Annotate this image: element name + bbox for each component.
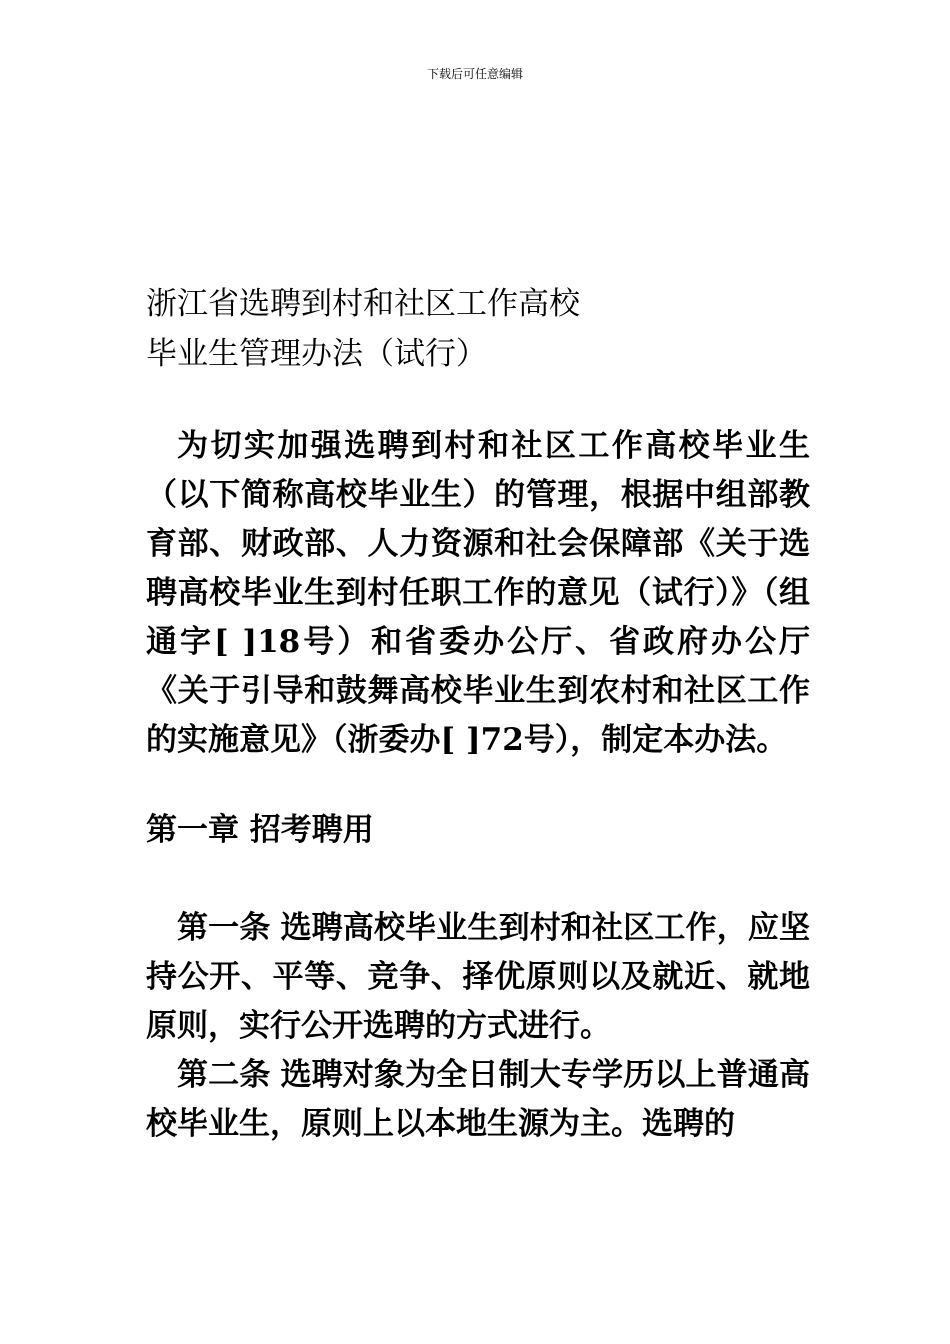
spacer bbox=[146, 765, 810, 806]
document-title-line-1: 浙江省选聘到村和社区工作高校 bbox=[146, 286, 580, 322]
article-1-label: 第一条 bbox=[177, 910, 271, 946]
intro-paragraph: 为切实加强选聘到村和社区工作高校毕业生（以下简称高校毕业生）的管理，根据中组部教育部、财政部、人力资源和社会保障部《关于选聘高校毕业生到村任职工作的意见（试行）》（组通字[ ]18号）和省委办公厅、省政府办公厅《关于引导和鼓舞高校毕业生到农村和社区工作的实施意见》（浙委办[ ]72号），制定本办法。 bbox=[146, 428, 810, 758]
spacer bbox=[146, 379, 810, 422]
article-1 bbox=[146, 904, 810, 1051]
article-2 bbox=[146, 1051, 810, 1149]
article-2-text: 选聘对象为全日制大专学历以上普通高校毕业生，原则上以本地生源为主。选聘的 bbox=[146, 1057, 811, 1142]
spacer bbox=[146, 855, 810, 904]
document-title-line-2: 毕业生管理办法（试行） bbox=[146, 336, 487, 372]
document-body bbox=[146, 279, 810, 1149]
chapter-heading: 第一章 招考聘用 bbox=[146, 812, 374, 848]
article-2-label: 第二条 bbox=[177, 1057, 271, 1093]
page-header: 下载后可任意编辑 bbox=[426, 67, 523, 81]
article-1-text: 选聘高校毕业生到村和社区工作，应坚持公开、平等、竞争、择优原则以及就近、就地原则，实行公开选聘的方式进行。 bbox=[146, 910, 811, 1044]
